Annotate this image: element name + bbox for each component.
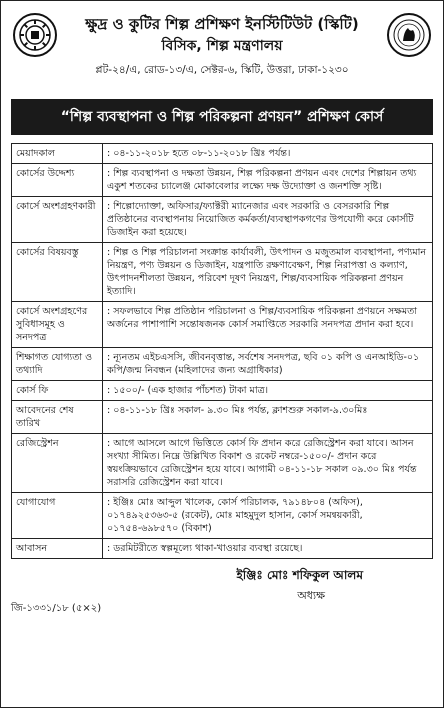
row-value: : ইঞ্জিঃ মোঃ আব্দুল খালেক, কোর্স পরিচালক, ৭৯১৪৮০৪ (অফিস), ০১৭৪৯২৫৩৬৩-৫ (রকেট), মোঃ মাহমুদুল হাসান, কোর্স সমন্বয়কারী, ০১৭৫৪-৬৯৮৫৭০ (বিকাশ) xyxy=(103,493,433,539)
row-label: কোর্সের উদ্দেশ্য xyxy=(12,164,103,197)
row-label: আবেদনের শেষ তারিখ xyxy=(12,401,103,434)
table-row xyxy=(12,493,433,539)
row-value: : আগে আসলে আগে ভিত্তিতে কোর্স ফি প্রদান করে রেজিস্ট্রেশন করা যাবে। আসন সংখ্যা সীমিত। নিম্নে উল্লিখিত বিকাশ ও রকেট নম্বরে-১৫০০/- প্রদান করে স্বয়ংক্রিয়ভাবে রেজিস্ট্রেশন হয়ে যাবে। আগামী ০৪-১১-১৮ সকাল ০৯.৩০ মিঃ পর্যন্ত সরাসরি রেজিস্ট্রেশন করা যাবে। xyxy=(103,434,433,493)
row-label: আবাসন xyxy=(12,539,103,559)
institute-name: ক্ষুদ্র ও কুটির শিল্প প্রশিক্ষণ ইনস্টিটিউট (স্কিটি) xyxy=(85,15,359,33)
row-value: : শিল্প ব্যবস্থাপনা ও দক্ষতা উন্নয়ন, শিল্প পরিকল্পনা প্রণয়ন এবং দেশের শিল্পায়ন তথ্য একুশ শতকের চ্যালেঞ্জ মোকাবেলার লক্ষ্যে দক্ষ উদ্যোক্তা ও জনশক্তি সৃষ্টি। xyxy=(103,164,433,197)
row-value: : ১৫০০/- (এক হাজার পাঁচশত) টাকা মাত্র। xyxy=(103,381,433,401)
course-title-banner: “শিল্প ব্যবস্থাপনা ও শিল্প পরিকল্পনা প্রণয়ন” প্রশিক্ষণ কোর্স xyxy=(11,99,433,135)
row-label: মেয়াদকাল xyxy=(12,144,103,164)
table-row xyxy=(12,243,433,302)
row-value: : শিল্পোদ্যোক্তা, অফিসার/ফ্যাক্টরী ম্যানেজার এবং সরকারি ও বেসরকারি শিল্প প্রতিষ্ঠানের ব্যবস্থাপনায় নিয়োজিত কর্মকর্তা/ব্যবস্থাপকগণের উপযোগী করে কোর্সটি ডিজাইন করা হয়েছে। xyxy=(103,197,433,243)
table-row xyxy=(12,401,433,434)
institute-address: প্লট-২৪/এ, রোড-১৩/এ, সেক্টর-৬, স্কিটি, উত্তরা, ঢাকা-১২৩০ xyxy=(95,64,349,76)
bscic-logo-icon xyxy=(13,13,57,57)
table-row xyxy=(12,434,433,493)
table-row xyxy=(12,197,433,243)
table-row xyxy=(12,381,433,401)
table-row xyxy=(12,539,433,559)
ministry-name: বিসিক, শিল্প মন্ত্রণালয় xyxy=(161,38,283,54)
row-label: কোর্সের বিষয়বস্তু xyxy=(12,243,103,302)
row-value: : ন্যূনতম এইচএসসি, জীবনবৃত্তান্ত, সর্বশেষ সনদপত্র, ছবি ০১ কপি ও এনআইডি-০১ কপি/জন্ম নিবন্ধন (মহিলাদের জন্য অগ্রাধিকার) xyxy=(103,348,433,381)
table-row xyxy=(12,302,433,348)
header xyxy=(11,7,433,95)
table-row xyxy=(12,144,433,164)
row-value: : ০৪-১১-১৮ খ্রিঃ সকাল- ৯.৩০ মিঃ পর্যন্ত, ক্লাশশুরু সকাল-৯.৩০মিঃ xyxy=(103,401,433,434)
government-seal-icon xyxy=(387,13,431,57)
row-label: কোর্সে অংশগ্রহণের সুবিধাসমূহ ও সনদপত্র xyxy=(12,302,103,348)
reference-number: জি-১৩৩১/১৮ (৫×২) xyxy=(11,603,102,614)
row-value: : সফলভাবে শিল্প প্রতিষ্ঠান পরিচালনা ও শিল্প/ব্যবসায়িক পরিকল্পনা প্রণয়নে সক্ষমতা অর্জনের পাশাপাশি সন্তোষজনক কোর্স সমাপ্তিতে সরকারি সনদপত্র প্রদান করা হবে। xyxy=(103,302,433,348)
row-value: : ০৪-১১-২০১৮ হতে ০৮-১১-২০১৮ খ্রিঃ পর্যন্ত। xyxy=(103,144,433,164)
row-label: রেজিস্ট্রেশন xyxy=(12,434,103,493)
course-info-table xyxy=(11,143,433,559)
signer-name: ইঞ্জিঃ মোঃ শফিকুল আলম xyxy=(236,568,363,582)
row-label: কোর্স ফি xyxy=(12,381,103,401)
footer xyxy=(11,565,433,625)
signer-title: অধ্যক্ষ xyxy=(297,589,325,602)
row-value: : শিল্প ও শিল্প পরিচালনা সংক্রান্ত কার্যাবলী, উৎপাদন ও মজুতমাল ব্যবস্থাপনা, পণ্যমান নিয়ন্ত্রণ, পণ্য উন্নয়ন ও ডিজাইন, যন্ত্রপাতি রক্ষণাবেক্ষণ, শিল্প নিরাপত্তা ও কল্যাণ, উৎপাদনশীলতা উন্নয়ন, পরিবেশ দূষণ নিয়ন্ত্রণ, শিল্প/ব্যবসায়িক পরিকল্পনা প্রণয়ন ইত্যাদি। xyxy=(103,243,433,302)
table-row xyxy=(12,164,433,197)
row-label: শিক্ষাগত যোগ্যতা ও তথ্যাদি xyxy=(12,348,103,381)
row-label: যোগাযোগ xyxy=(12,493,103,539)
row-value: : ডরমিটরীতে স্বল্পমূল্যে থাকা-খাওয়ার ব্যবস্থা রয়েছে। xyxy=(103,539,433,559)
table-row xyxy=(12,348,433,381)
row-label: কোর্সে অংশগ্রহণকারী xyxy=(12,197,103,243)
